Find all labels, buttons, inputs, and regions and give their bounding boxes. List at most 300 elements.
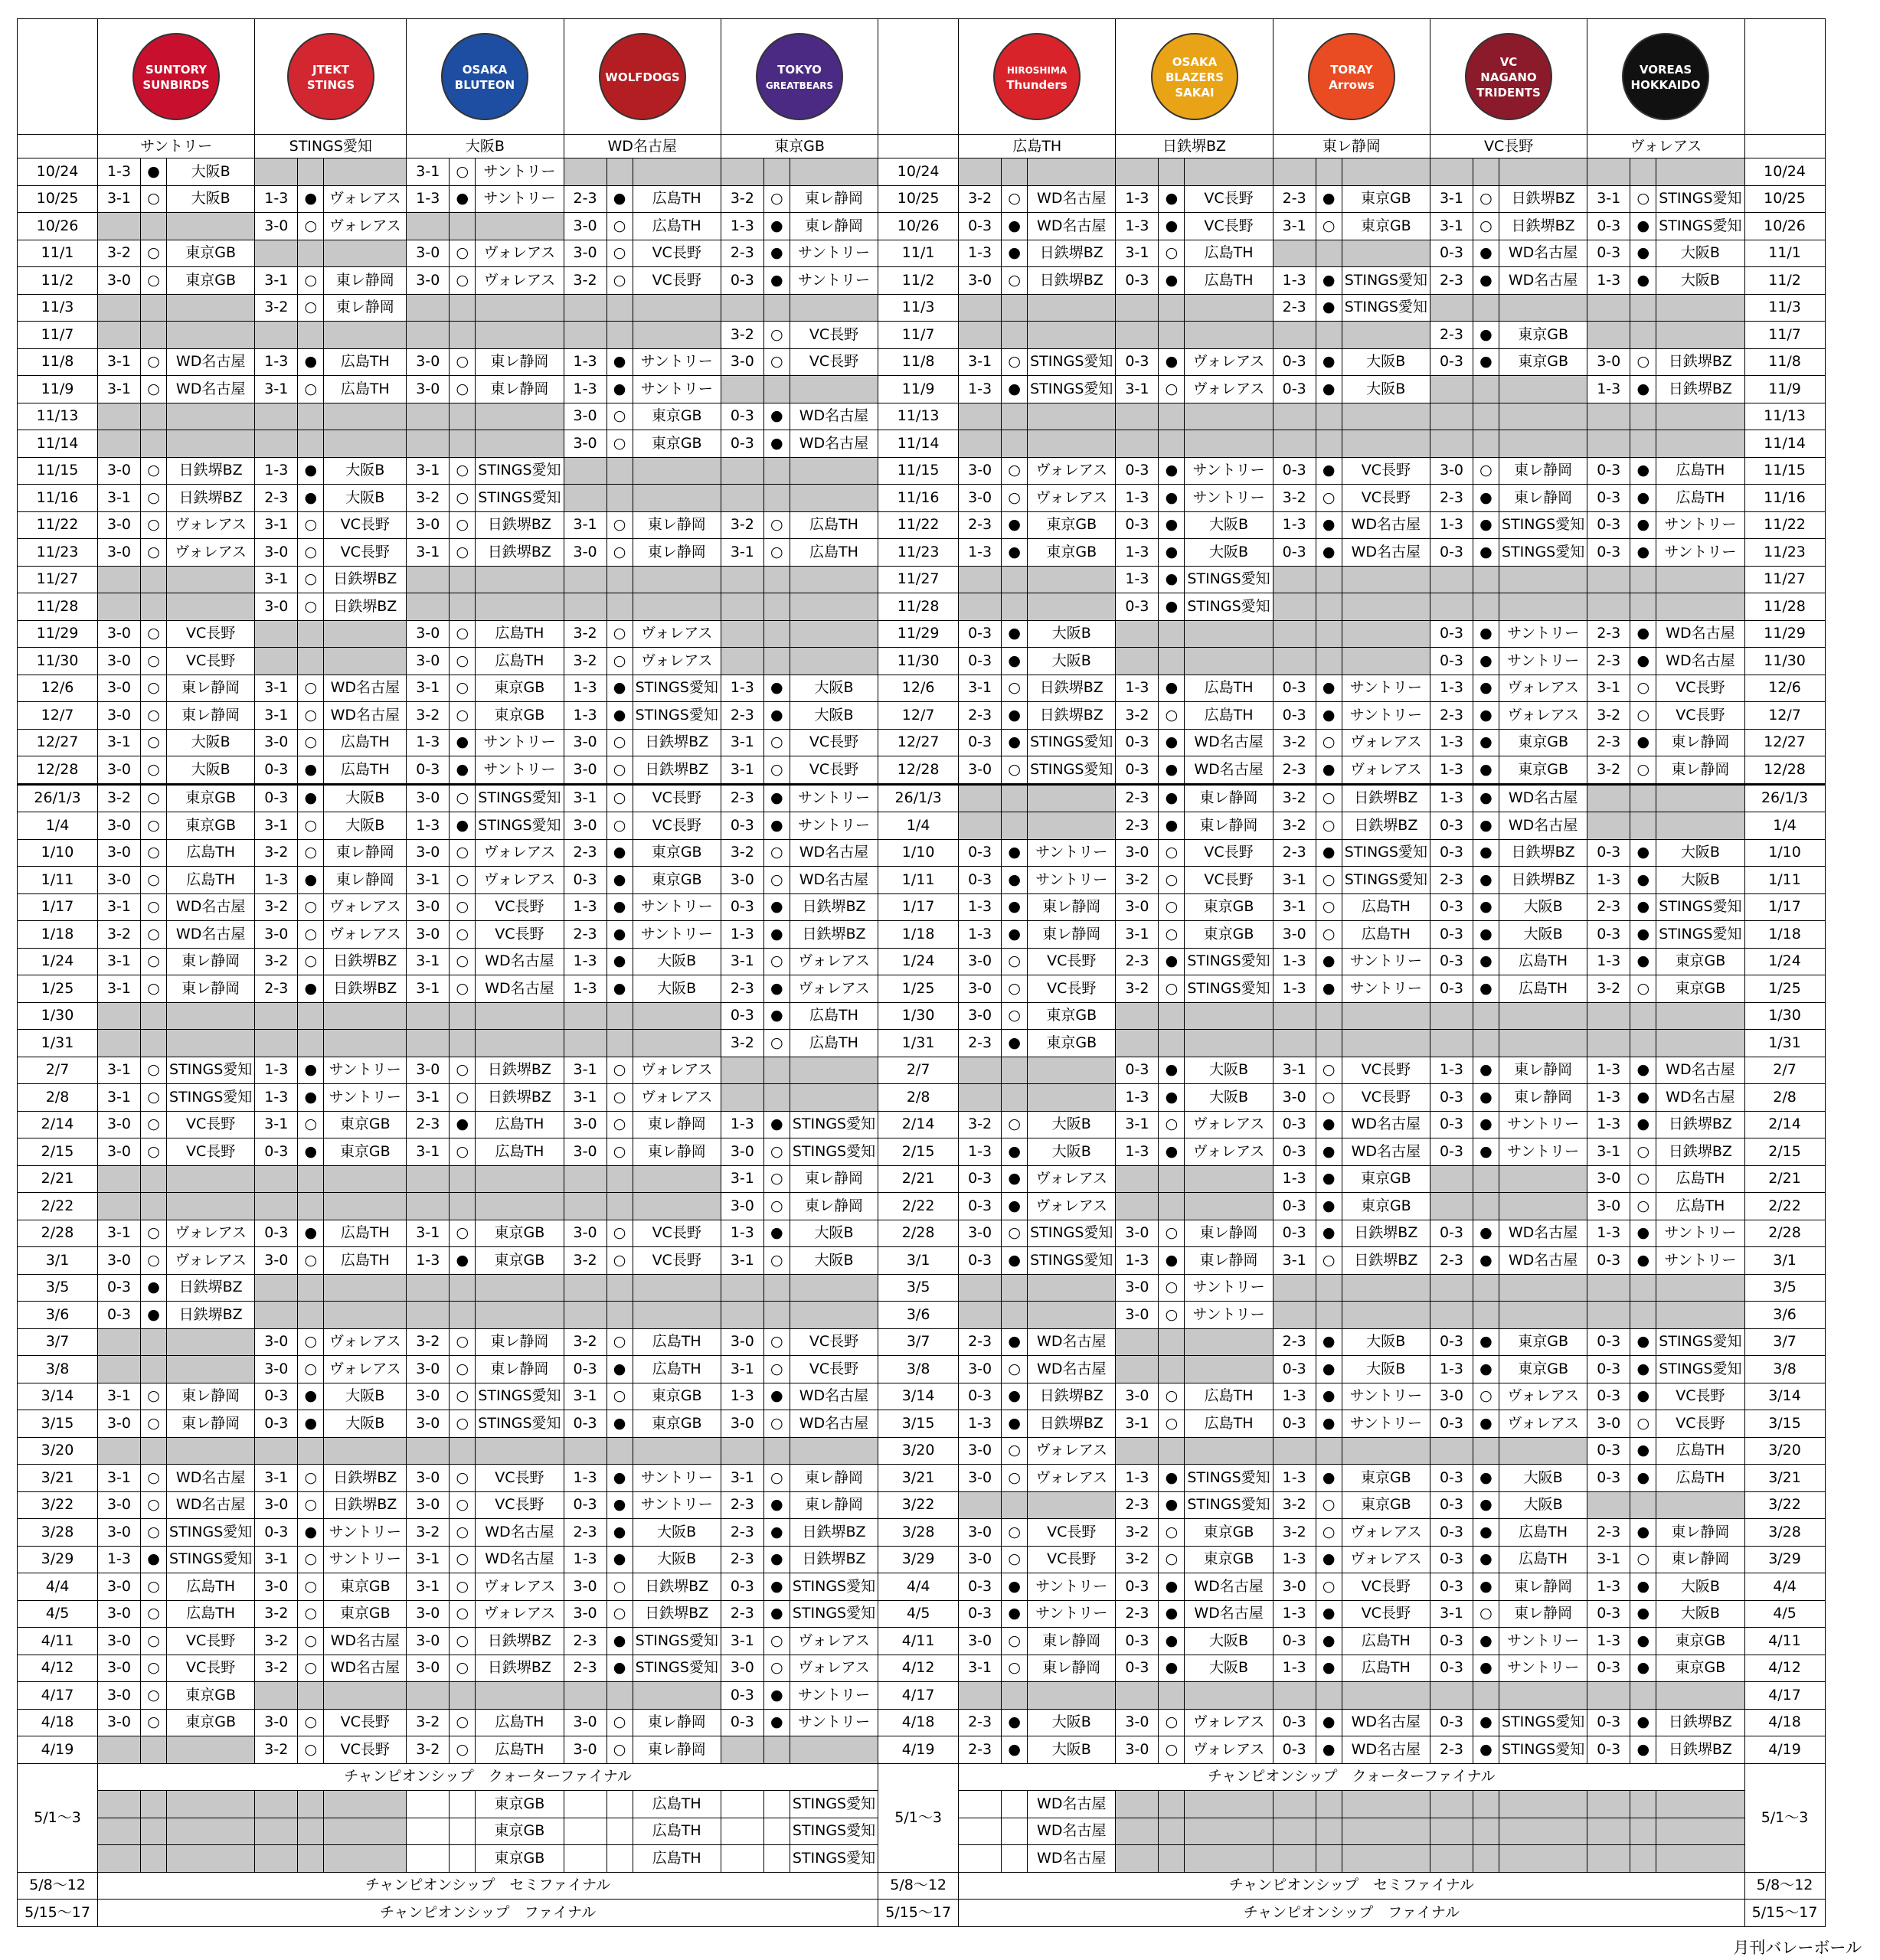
match-score: 3-0 xyxy=(407,1600,450,1628)
match-result-mark: ○ xyxy=(1159,893,1185,921)
schedule-row xyxy=(18,921,1826,949)
match-score: 3-0 xyxy=(959,1002,1002,1030)
match-opponent: VC長野 xyxy=(476,921,564,949)
playoff-cell xyxy=(98,1791,141,1818)
match-opponent: 広島TH xyxy=(633,1356,721,1383)
match-score: 3-2 xyxy=(564,620,607,648)
match-result-mark: ● xyxy=(1473,485,1499,512)
match-opponent xyxy=(167,430,255,458)
date-cell: 11/29 xyxy=(1744,620,1825,648)
match-result-mark xyxy=(1473,1302,1499,1329)
playoff-cell xyxy=(959,1845,1002,1873)
match-result-mark: ● xyxy=(1316,1383,1342,1410)
playoff-cell: STINGS愛知 xyxy=(790,1818,878,1845)
match-opponent: サントリー xyxy=(790,1682,878,1710)
match-result-mark: ○ xyxy=(1630,1410,1656,1438)
match-opponent: 東レ静岡 xyxy=(1656,1519,1744,1547)
match-score xyxy=(1116,403,1159,430)
match-score: 3-1 xyxy=(98,1383,141,1410)
match-result-mark: ○ xyxy=(1002,1111,1028,1138)
match-opponent xyxy=(476,430,564,458)
match-opponent xyxy=(324,1274,407,1302)
match-result-mark: ● xyxy=(607,348,633,376)
schedule-row xyxy=(18,784,1826,812)
match-score: 1-3 xyxy=(959,539,1002,567)
match-score: 0-3 xyxy=(1587,1655,1630,1682)
match-score: 3-1 xyxy=(98,729,141,756)
match-opponent: STINGS愛知 xyxy=(633,702,721,730)
match-score: 0-3 xyxy=(959,1165,1002,1193)
date-cell: 4/12 xyxy=(18,1655,98,1682)
match-result-mark: ○ xyxy=(141,539,167,567)
playoff-cell xyxy=(1342,1845,1430,1873)
date-cell: 4/19 xyxy=(1744,1736,1825,1764)
match-score xyxy=(98,294,141,322)
date-cell: 11/23 xyxy=(1744,539,1825,567)
match-opponent: サントリー xyxy=(633,921,721,949)
match-score: 0-3 xyxy=(1587,1709,1630,1736)
date-cell: 3/8 xyxy=(878,1356,959,1383)
match-opponent xyxy=(1342,322,1430,349)
match-score: 2-3 xyxy=(1273,294,1316,322)
match-result-mark: ○ xyxy=(763,1328,790,1356)
date-cell: 11/3 xyxy=(18,294,98,322)
match-result-mark xyxy=(1159,648,1185,675)
match-result-mark: ● xyxy=(1159,185,1185,213)
playoff-date: 5/15〜17 xyxy=(1744,1900,1825,1927)
date-cell: 2/15 xyxy=(1744,1138,1825,1166)
date-cell: 11/28 xyxy=(18,593,98,621)
match-opponent: 東レ静岡 xyxy=(476,1356,564,1383)
match-result-mark: ○ xyxy=(1630,1138,1656,1166)
match-opponent: 東レ静岡 xyxy=(1185,1220,1273,1247)
date-cell: 2/8 xyxy=(18,1084,98,1112)
match-score: 0-3 xyxy=(1587,1465,1630,1492)
match-opponent: WD名古屋 xyxy=(790,1410,878,1438)
match-opponent: 大阪B xyxy=(167,756,255,785)
match-opponent: サントリー xyxy=(1028,867,1116,894)
date-cell: 11/27 xyxy=(18,566,98,593)
match-score: 0-3 xyxy=(721,1709,763,1736)
match-opponent: サントリー xyxy=(1656,539,1744,567)
match-opponent: サントリー xyxy=(633,376,721,403)
date-cell: 11/1 xyxy=(18,240,98,267)
playoff-cell xyxy=(607,1791,633,1818)
schedule-row xyxy=(18,348,1826,376)
match-score: 1-3 xyxy=(564,348,607,376)
match-score: 1-3 xyxy=(1116,213,1159,240)
match-score xyxy=(1116,1356,1159,1383)
match-score xyxy=(1116,322,1159,349)
match-score: 0-3 xyxy=(1430,1573,1473,1601)
match-result-mark: ● xyxy=(1630,376,1656,403)
match-opponent xyxy=(1028,784,1116,812)
match-score: 0-3 xyxy=(1430,1628,1473,1655)
match-opponent xyxy=(1499,1165,1587,1193)
match-result-mark: ● xyxy=(763,702,790,730)
match-opponent xyxy=(1028,403,1116,430)
team-logo xyxy=(1587,19,1744,134)
match-opponent: 東レ静岡 xyxy=(633,1709,721,1736)
date-cell: 10/24 xyxy=(18,158,98,186)
match-score: 3-2 xyxy=(1116,1546,1159,1573)
date-cell: 11/1 xyxy=(878,240,959,267)
match-opponent: 日鉄堺BZ xyxy=(167,457,255,485)
match-score: 3-1 xyxy=(407,675,450,702)
match-opponent xyxy=(1185,430,1273,458)
match-opponent: 東レ静岡 xyxy=(790,213,878,240)
match-result-mark: ● xyxy=(1316,511,1342,539)
match-score xyxy=(959,1491,1002,1519)
match-score xyxy=(1273,648,1316,675)
match-result-mark: ○ xyxy=(298,702,324,730)
match-opponent xyxy=(1499,593,1587,621)
match-result-mark: ○ xyxy=(1473,457,1499,485)
match-result-mark: ○ xyxy=(607,1084,633,1112)
match-score xyxy=(721,294,763,322)
match-opponent: 日鉄堺BZ xyxy=(1028,675,1116,702)
svg-text:SAKAI: SAKAI xyxy=(1174,86,1215,100)
playoff-cell xyxy=(98,1818,141,1845)
svg-text:VC: VC xyxy=(1499,55,1518,69)
match-score: 3-1 xyxy=(407,948,450,975)
match-opponent xyxy=(1499,1193,1587,1220)
match-opponent: 広島TH xyxy=(1499,975,1587,1003)
match-result-mark xyxy=(298,648,324,675)
match-opponent: STINGS愛知 xyxy=(1656,893,1744,921)
match-result-mark: ○ xyxy=(763,1247,790,1275)
match-opponent: STINGS愛知 xyxy=(1185,1491,1273,1519)
schedule-row xyxy=(18,1030,1826,1057)
match-score: 2-3 xyxy=(721,1546,763,1573)
match-opponent: WD名古屋 xyxy=(1499,240,1587,267)
match-score xyxy=(564,1030,607,1057)
match-score: 0-3 xyxy=(1430,1491,1473,1519)
match-opponent: 広島TH xyxy=(324,1220,407,1247)
playoff-cell xyxy=(1316,1818,1342,1845)
match-opponent xyxy=(1028,430,1116,458)
match-opponent xyxy=(1656,812,1744,840)
match-score: 3-2 xyxy=(721,1030,763,1057)
match-opponent: 広島TH xyxy=(633,185,721,213)
schedule-wrap xyxy=(17,18,1826,1927)
match-opponent xyxy=(324,1002,407,1030)
match-result-mark xyxy=(607,1274,633,1302)
match-result-mark: ● xyxy=(1316,1220,1342,1247)
playoff-cell: 広島TH xyxy=(633,1818,721,1845)
svg-text:GREATBEARS: GREATBEARS xyxy=(765,80,834,91)
match-score: 1-3 xyxy=(1587,376,1630,403)
match-opponent: 東京GB xyxy=(1499,348,1587,376)
playoff-cell xyxy=(763,1791,790,1818)
match-opponent: WD名古屋 xyxy=(1342,1111,1430,1138)
match-opponent: 広島TH xyxy=(790,1002,878,1030)
match-score: 0-3 xyxy=(1587,839,1630,867)
match-opponent xyxy=(167,294,255,322)
match-opponent: ヴォレアス xyxy=(790,948,878,975)
playoff-cell xyxy=(98,1845,141,1873)
date-cell: 3/15 xyxy=(1744,1410,1825,1438)
match-score: 3-0 xyxy=(959,457,1002,485)
match-result-mark: ● xyxy=(1630,267,1656,295)
match-opponent: 日鉄堺BZ xyxy=(1028,267,1116,295)
match-opponent: 広島TH xyxy=(1656,1193,1744,1220)
match-opponent: VC長野 xyxy=(476,1465,564,1492)
match-result-mark: ○ xyxy=(1630,185,1656,213)
match-score: 3-1 xyxy=(1116,921,1159,949)
match-score: 3-2 xyxy=(255,1655,298,1682)
match-result-mark xyxy=(141,430,167,458)
match-score: 3-2 xyxy=(407,1736,450,1764)
match-result-mark xyxy=(1002,1084,1028,1112)
match-score xyxy=(564,322,607,349)
match-result-mark xyxy=(298,1274,324,1302)
date-cell: 11/8 xyxy=(1744,348,1825,376)
date-cell: 11/16 xyxy=(878,485,959,512)
match-score: 0-3 xyxy=(721,403,763,430)
match-score: 3-2 xyxy=(1116,702,1159,730)
match-result-mark xyxy=(1316,593,1342,621)
match-score: 3-0 xyxy=(1116,1220,1159,1247)
match-score: 0-3 xyxy=(1273,1410,1316,1438)
match-result-mark: ● xyxy=(1159,948,1185,975)
match-result-mark xyxy=(1002,784,1028,812)
match-opponent: 東京GB xyxy=(633,867,721,894)
match-opponent: 大阪B xyxy=(324,485,407,512)
date-cell: 4/4 xyxy=(878,1573,959,1601)
playoff-cell: WD名古屋 xyxy=(1028,1818,1116,1845)
match-opponent xyxy=(1499,1002,1587,1030)
match-result-mark xyxy=(1473,403,1499,430)
match-score: 3-0 xyxy=(98,1491,141,1519)
playoff-cell xyxy=(959,1818,1002,1845)
match-opponent xyxy=(476,322,564,349)
match-opponent: VC長野 xyxy=(1342,1573,1430,1601)
match-result-mark: ● xyxy=(1630,839,1656,867)
match-result-mark: ○ xyxy=(450,648,476,675)
match-result-mark: ● xyxy=(1473,1220,1499,1247)
match-opponent: サントリー xyxy=(1499,1628,1587,1655)
date-cell: 11/22 xyxy=(878,511,959,539)
match-score: 3-0 xyxy=(255,593,298,621)
match-result-mark: ○ xyxy=(763,867,790,894)
match-opponent: 東レ静岡 xyxy=(167,702,255,730)
match-opponent xyxy=(476,1002,564,1030)
schedule-row xyxy=(18,240,1826,267)
match-result-mark: ○ xyxy=(763,1410,790,1438)
match-result-mark: ● xyxy=(1002,1328,1028,1356)
playoff-date: 5/8〜12 xyxy=(1744,1872,1825,1900)
match-opponent: 広島TH xyxy=(476,648,564,675)
match-score: 3-0 xyxy=(564,1220,607,1247)
match-score: 3-0 xyxy=(1273,921,1316,949)
match-opponent xyxy=(1028,1274,1116,1302)
match-opponent xyxy=(1656,784,1744,812)
match-opponent: STINGS愛知 xyxy=(167,1057,255,1084)
match-score: 0-3 xyxy=(1273,1736,1316,1764)
match-score xyxy=(721,593,763,621)
playoff-label: チャンピオンシップ セミファイナル xyxy=(959,1872,1744,1900)
match-opponent: WD名古屋 xyxy=(167,1465,255,1492)
match-opponent: 大阪B xyxy=(1342,1328,1430,1356)
corner-cell xyxy=(878,19,959,135)
match-opponent: 広島TH xyxy=(167,867,255,894)
match-result-mark: ○ xyxy=(607,620,633,648)
match-result-mark: ○ xyxy=(607,539,633,567)
match-score xyxy=(564,1193,607,1220)
match-result-mark: ● xyxy=(763,1111,790,1138)
schedule-row xyxy=(18,1573,1826,1601)
date-cell: 3/6 xyxy=(1744,1302,1825,1329)
match-score: 1-3 xyxy=(1430,1356,1473,1383)
match-result-mark: ○ xyxy=(141,1057,167,1084)
match-opponent: 日鉄堺BZ xyxy=(476,539,564,567)
match-score: 3-2 xyxy=(255,893,298,921)
match-result-mark xyxy=(1002,1491,1028,1519)
match-result-mark: ● xyxy=(1159,511,1185,539)
date-cell: 4/11 xyxy=(1744,1628,1825,1655)
match-score: 3-0 xyxy=(1430,457,1473,485)
match-opponent: VC長野 xyxy=(1185,185,1273,213)
match-score xyxy=(564,1437,607,1465)
match-result-mark: ● xyxy=(298,485,324,512)
match-score: 3-2 xyxy=(98,784,141,812)
match-opponent: ヴォレアス xyxy=(1185,1138,1273,1166)
match-score: 3-0 xyxy=(959,1628,1002,1655)
match-score: 3-0 xyxy=(1273,1573,1316,1601)
match-result-mark: ● xyxy=(1159,539,1185,567)
match-result-mark: ○ xyxy=(450,867,476,894)
playoff-cell xyxy=(1587,1791,1630,1818)
match-score: 2-3 xyxy=(1116,1600,1159,1628)
match-opponent: 東レ静岡 xyxy=(167,1383,255,1410)
match-opponent: 広島TH xyxy=(1656,457,1744,485)
match-score: 3-1 xyxy=(1273,867,1316,894)
match-opponent xyxy=(1342,1302,1430,1329)
match-result-mark xyxy=(763,648,790,675)
playoff-cell xyxy=(1116,1791,1159,1818)
match-opponent xyxy=(633,1682,721,1710)
match-result-mark: ○ xyxy=(1159,1546,1185,1573)
match-result-mark: ● xyxy=(1473,1628,1499,1655)
match-opponent xyxy=(1185,1165,1273,1193)
match-score: 0-3 xyxy=(959,867,1002,894)
match-result-mark: ○ xyxy=(1630,756,1656,785)
playoff-cell xyxy=(564,1791,607,1818)
match-score: 3-0 xyxy=(98,1600,141,1628)
schedule-row xyxy=(18,1111,1826,1138)
match-opponent: STINGS愛知 xyxy=(1656,1328,1744,1356)
match-result-mark: ○ xyxy=(450,784,476,812)
date-cell: 12/7 xyxy=(878,702,959,730)
match-opponent xyxy=(1028,1084,1116,1112)
match-result-mark xyxy=(1159,1437,1185,1465)
match-score: 3-0 xyxy=(1116,1274,1159,1302)
match-result-mark xyxy=(450,1274,476,1302)
match-score: 3-1 xyxy=(98,1084,141,1112)
match-opponent: STINGS愛知 xyxy=(476,812,564,840)
match-score: 3-2 xyxy=(1273,1519,1316,1547)
match-result-mark: ● xyxy=(763,1709,790,1736)
playoff-cell xyxy=(1159,1818,1185,1845)
date-cell: 2/28 xyxy=(878,1220,959,1247)
match-result-mark: ○ xyxy=(1002,948,1028,975)
date-cell: 3/5 xyxy=(18,1274,98,1302)
match-score: 3-0 xyxy=(407,1383,450,1410)
match-opponent xyxy=(324,648,407,675)
match-result-mark: ○ xyxy=(141,511,167,539)
match-opponent: 日鉄堺BZ xyxy=(1656,348,1744,376)
match-score xyxy=(721,1302,763,1329)
date-cell: 11/15 xyxy=(18,457,98,485)
match-score: 3-1 xyxy=(1273,1247,1316,1275)
match-opponent xyxy=(167,322,255,349)
match-result-mark xyxy=(607,294,633,322)
match-result-mark: ○ xyxy=(298,593,324,621)
match-result-mark: ○ xyxy=(450,1519,476,1547)
match-opponent: 東京GB xyxy=(633,1410,721,1438)
match-opponent: 東京GB xyxy=(324,1111,407,1138)
match-opponent: STINGS愛知 xyxy=(1342,294,1430,322)
match-result-mark xyxy=(1316,1682,1342,1710)
match-score xyxy=(564,593,607,621)
match-result-mark: ○ xyxy=(450,702,476,730)
match-opponent: STINGS愛知 xyxy=(1499,539,1587,567)
date-cell: 4/19 xyxy=(18,1736,98,1764)
playoff-cell xyxy=(763,1845,790,1873)
match-opponent: 東レ静岡 xyxy=(633,511,721,539)
match-opponent: STINGS愛知 xyxy=(1028,729,1116,756)
match-result-mark: ● xyxy=(1473,1491,1499,1519)
match-score xyxy=(255,403,298,430)
match-result-mark: ○ xyxy=(141,1247,167,1275)
schedule-row xyxy=(18,1736,1826,1764)
schedule-row xyxy=(18,756,1826,785)
match-opponent xyxy=(1499,1437,1587,1465)
match-score: 1-3 xyxy=(1587,1111,1630,1138)
schedule-row xyxy=(18,593,1826,621)
date-cell: 10/24 xyxy=(878,158,959,186)
match-score: 3-1 xyxy=(407,975,450,1003)
match-result-mark: ○ xyxy=(1159,376,1185,403)
match-score: 3-1 xyxy=(255,376,298,403)
match-result-mark: ● xyxy=(1630,539,1656,567)
match-opponent xyxy=(476,403,564,430)
match-opponent xyxy=(1342,648,1430,675)
match-result-mark: ○ xyxy=(298,1600,324,1628)
match-result-mark: ● xyxy=(1316,376,1342,403)
match-opponent xyxy=(790,1057,878,1084)
match-result-mark: ○ xyxy=(607,729,633,756)
match-opponent xyxy=(790,1437,878,1465)
schedule-row xyxy=(18,1302,1826,1329)
match-result-mark xyxy=(298,1193,324,1220)
match-score: 3-0 xyxy=(255,1573,298,1601)
match-opponent: 大阪B xyxy=(324,1410,407,1438)
match-result-mark: ○ xyxy=(607,784,633,812)
match-opponent: ヴォレアス xyxy=(1028,485,1116,512)
match-opponent: STINGS愛知 xyxy=(790,1600,878,1628)
match-result-mark: ○ xyxy=(1002,185,1028,213)
match-score xyxy=(959,430,1002,458)
match-opponent: STINGS愛知 xyxy=(1499,1736,1587,1764)
match-opponent: ヴォレアス xyxy=(324,893,407,921)
match-result-mark: ● xyxy=(450,812,476,840)
schedule-row xyxy=(18,1600,1826,1628)
match-opponent: STINGS愛知 xyxy=(1656,213,1744,240)
match-opponent: WD名古屋 xyxy=(324,702,407,730)
playoff-cell xyxy=(1185,1845,1273,1873)
